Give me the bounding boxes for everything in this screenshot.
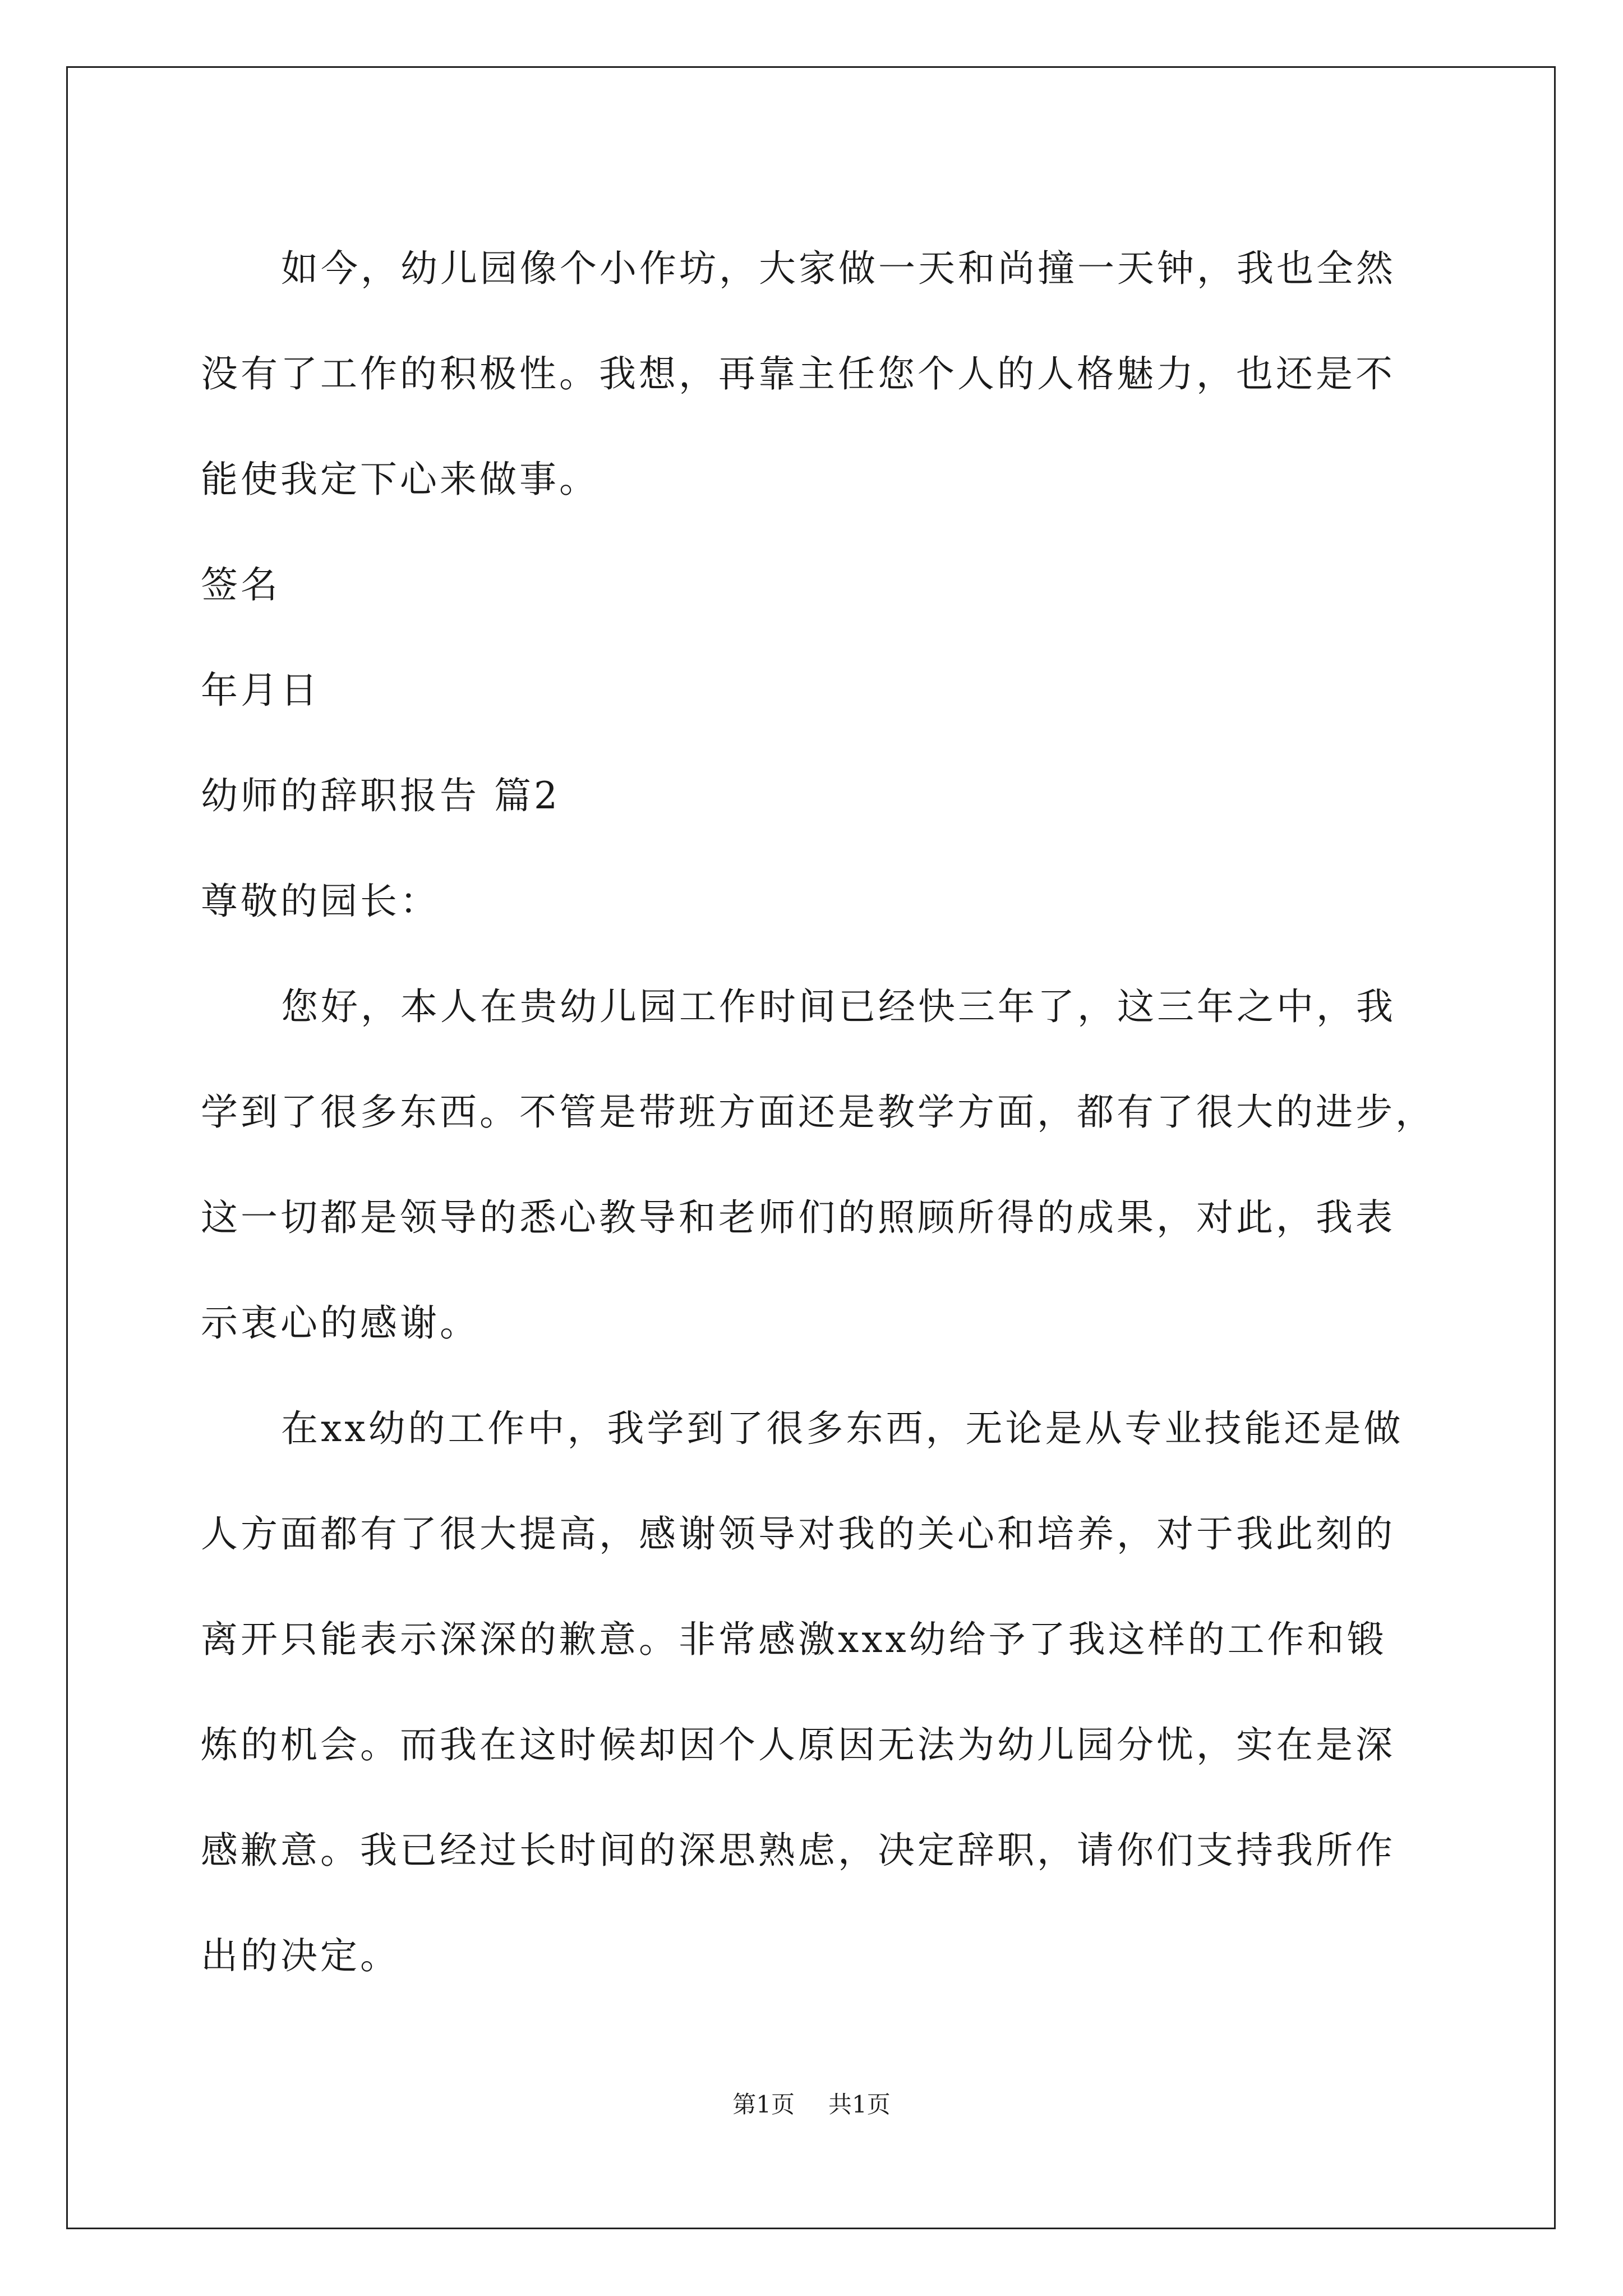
text-line: 学到了很多东西。不管是带班方面还是教学方面，都有了很大的进步， — [201, 1091, 1435, 1134]
section-title: 幼师的辞职报告 篇2 — [201, 774, 560, 817]
text-line: 离开只能表示深深的歉意。非常感激xxx幼给予了我这样的工作和锻 — [201, 1618, 1387, 1661]
text-line: 您好，本人在贵幼儿园工作时间已经快三年了，这三年之中，我 — [281, 985, 1396, 1028]
text-line: 能使我定下心来做事。 — [201, 458, 599, 501]
text-line: 人方面都有了很大提高，感谢领导对我的关心和培养，对于我此刻的 — [201, 1512, 1395, 1556]
text-line: 这一切都是领导的悉心教导和老师们的照顾所得的成果，对此，我表 — [201, 1196, 1395, 1239]
text-line: 炼的机会。而我在这时候却因个人原因无法为幼儿园分忧，实在是深 — [201, 1723, 1395, 1766]
text-line: 在xx幼的工作中，我学到了很多东西，无论是从专业技能还是做 — [281, 1407, 1404, 1450]
page-footer — [0, 2088, 1623, 2122]
date-label: 年月日 — [201, 669, 320, 712]
text-line: 出的决定。 — [201, 1934, 400, 1977]
text-line: 没有了工作的积极性。我想，再靠主任您个人的人格魅力，也还是不 — [201, 352, 1395, 395]
text-line: 示衷心的感谢。 — [201, 1301, 479, 1345]
text-line: 如今，幼儿园像个小作坊，大家做一天和尚撞一天钟，我也全然 — [281, 247, 1396, 290]
salutation: 尊敬的园长： — [201, 880, 440, 923]
page-number: 第1页 — [732, 2091, 795, 2118]
text-line: 感歉意。我已经过长时间的深思熟虑，决定辞职，请你们支持我所作 — [201, 1829, 1395, 1872]
document-body — [201, 216, 1435, 2009]
page-total: 共1页 — [828, 2091, 891, 2118]
signature-label: 签名 — [201, 563, 280, 606]
